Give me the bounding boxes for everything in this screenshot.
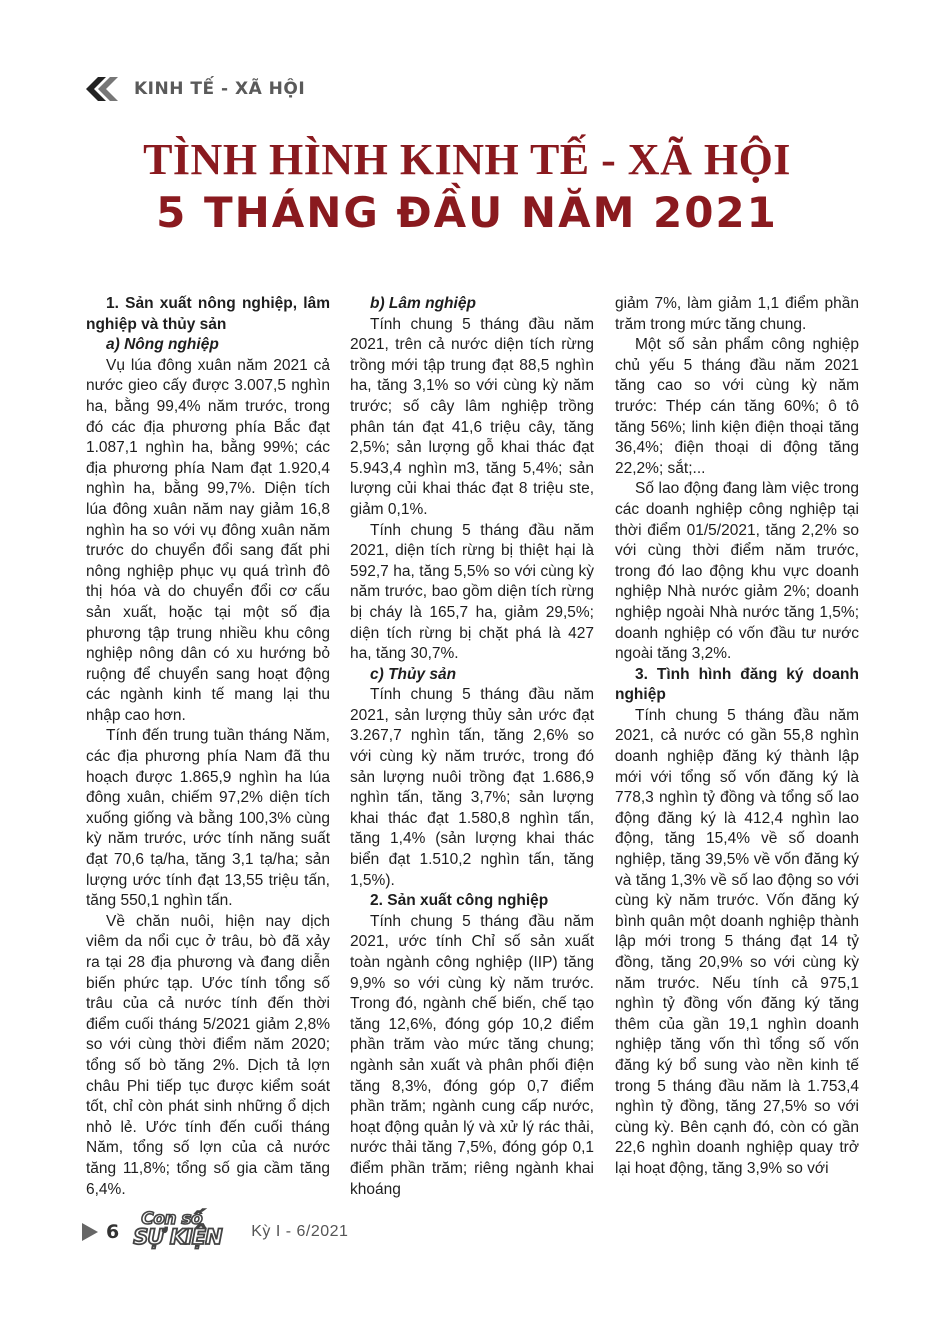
subheading-agriculture: a) Nông nghiệp [106,336,219,354]
paragraph: Tính đến trung tuần tháng Năm, các địa phương phía Nam đã thu hoạch được 1.865,9 nghìn ha lúa đông xuân, chiếm 97,2% diện tích xuống giống và bằng 100,3% cùng kỳ năm trước, ước tính năng suất đạt 70,6 tạ/ha, tăng 3,1 tạ/ha; sản lượng ước tính đạt 13,55 triệu tấn, tăng 550,1 nghìn tấn. [86,727,330,910]
double-chevron-left-icon [84,77,124,101]
paragraph: Tính chung 5 tháng đầu năm 2021, sản lượng thủy sản ước đạt 3.267,7 nghìn tấn, tăng 2,6% so với cùng kỳ năm trước, trong đó sản lượng nuôi trồng đạt 1.686,9 nghìn tấn, tăng 3,7%; sản lượng khai thác đạt 1.580,8 nghìn tấn, tăng 1,4% (sản lượng khai thác biển đạt 1.510,2 nghìn tấn, tăng 1,5%). [350,686,594,889]
paragraph: Số lao động đang làm việc trong các doanh nghiệp công nghiệp tại thời điểm 01/5/2021, tăng 2,2% so với cùng thời điểm năm trước, trong đó lao động khu vực doanh nghiệp Nhà nước giảm 2%; doanh nghiệp ngoài Nhà nước tăng 1,5%; doanh nghiệp có vốn đầu tư nước ngoài tăng 3,2%. [615,480,859,663]
paragraph: Tính chung 5 tháng đầu năm 2021, diện tích rừng bị thiệt hại là 592,7 ha, tăng 5,5% so với cùng kỳ năm trước, bao gồm diện tích rừng bị cháy là 165,7 ha, giảm 29,5%; diện tích rừng bị chặt phá là 427 ha, tăng 30,7%. [350,521,594,663]
subheading-forestry: b) Lâm nghiệp [370,295,476,312]
issue-label: Kỳ I - 6/2021 [251,1223,349,1240]
paragraph: Tính chung 5 tháng đầu năm 2021, ước tính Chỉ số sản xuất toàn ngành công nghiệp (IIP) tăng 9,9% so với cùng kỳ năm trước. Trong đó, ngành chế biến, chế tạo tăng 12,6%, đóng góp 10,2 điểm phần trăm vào mức tăng chung; ngành sản xuất và phân phối điện tăng 8,3%, đóng góp 0,7 điểm phần trăm; ngành cung cấp nước, hoạt động quản lý và xử lý rác thải, nước thải tăng 7,5%, đóng góp 0,1 điểm phần trăm; riêng ngành khai khoáng [350,912,594,1198]
paragraph: Về chăn nuôi, hiện nay dịch viêm da nổi cục ở trâu, bò đã xảy ra tại 28 địa phương và đang diễn biến phức tạp. Ước tính tổng số trâu của cả nước tính đến thời điểm cuối tháng 5/2021 giảm 2,8% so với cùng thời điểm năm 2020; tổng số bò tăng 2%. Dịch tả lợn châu Phi tiếp tục được kiểm soát tốt, chỉ còn phát sinh những ổ dịch nhỏ lẻ. Ước tính đến cuối tháng Năm, tổng số lợn của cả nước tăng 11,8%; tổng số gia cầm tăng 6,4%. [86,912,330,1198]
paragraph-continued: giảm 7%, làm giảm 1,1 điểm phần trăm trong mức tăng chung. [615,295,859,333]
paragraph: Tính chung 5 tháng đầu năm 2021, trên cả nước diện tích rừng trồng mới tập trung đạt 88,5 nghìn ha, tăng 3,1% so với cùng kỳ năm trước; số cây lâm nghiệp trồng phân tán đạt 41,6 triệu cây, tăng 2,5%; sản lượng gỗ khai thác đạt 5.943,4 nghìn m3, tăng 5,4%; sản lượng củi khai thác đạt 8 triệu ste, giảm 0,1%. [350,315,594,518]
article-title-line-2: 5 THÁNG ĐẦU NĂM 2021 [156,188,778,237]
page-footer [82,1209,349,1252]
heading-agriculture-forestry-fishery: 1. Sản xuất nông nghiệp, lâm nghiệp và thủy sản [86,295,330,333]
logo-line-1: Con số [141,1209,203,1229]
article-column-1 [86,294,330,1200]
logo-line-2: SỰ KIỆN [133,1225,222,1249]
section-label: KINH TẾ - XÃ HỘI [134,79,306,99]
magazine-logo [133,1209,243,1251]
heading-business-registration: 3. Tình hình đăng ký doanh nghiệp [615,665,859,704]
section-header [84,74,305,104]
paragraph: Vụ lúa đông xuân năm 2021 cả nước gieo cấy được 3.007,5 nghìn ha, bằng 99,4% năm trước, trong đó các địa phương phía Bắc đạt 1.087,1 nghìn ha, bằng 99%; các địa phương phía Nam đạt 1.920,4 nghìn ha, bằng 99,7%. Diện tích lúa đông xuân năm nay giảm 16,8 nghìn ha so với vụ đông xuân năm trước do chuyển đổi sang đất phi nông nghiệp phục vụ quá trình đô thị hóa và do chuyển đổi cơ cấu sản xuất, hoặc tại một số địa phương tập trung nhiều khu công nghiệp nông dân có xu hướng bỏ ruộng để chuyển sang hoạt động các ngành kinh tế mang lại thu nhập cao hơn. [86,356,330,724]
paragraph: Một số sản phẩm công nghiệp chủ yếu 5 tháng đầu năm 2021 tăng cao so với cùng kỳ năm trước: Thép cán tăng 60%; ô tô tăng 56%; linh kiện điện thoại tăng 36,4%; điện thoại di động tăng 22,2%; sắt;... [615,336,859,477]
article-column-2 [350,294,594,1200]
paragraph: Tính chung 5 tháng đầu năm 2021, cả nước có gần 55,8 nghìn doanh nghiệp đăng ký thành lập mới với tổng số vốn đăng ký là 778,3 nghìn tỷ đồng và tổng số lao động đăng ký là 412,4 nghìn lao động, tăng 15,4% về số doanh nghiệp, tăng 39,5% về vốn đăng ký và tăng 1,3% về số lao động so với cùng kỳ năm trước. Vốn đăng ký bình quân một doanh nghiệp thành lập mới trong 5 tháng đạt 14 tỷ đồng, tăng 20,9% so với cùng kỳ năm trước. Nếu tính cả 975,1 nghìn tỷ đồng vốn đăng ký tăng thêm của gần 19,1 nghìn doanh nghiệp tăng vốn thì tổng số vốn đăng ký bổ sung vào nền kinh tế trong 5 tháng đầu năm là 1.753,4 nghìn tỷ đồng, tăng 27,5% so với cùng kỳ. Bên cạnh đó, còn có gần 22,6 nghìn doanh nghiệp quay trở lại hoạt động, tăng 3,9% so với [615,706,859,1177]
article-title-line-1: TÌNH HÌNH KINH TẾ - XÃ HỘI [143,135,791,184]
page-number: 6 [106,1221,120,1243]
subheading-fishery: c) Thủy sản [370,665,457,683]
heading-industrial-production: 2. Sản xuất công nghiệp [370,892,549,910]
article-column-3 [615,294,859,1180]
triangle-right-icon [82,1223,98,1241]
